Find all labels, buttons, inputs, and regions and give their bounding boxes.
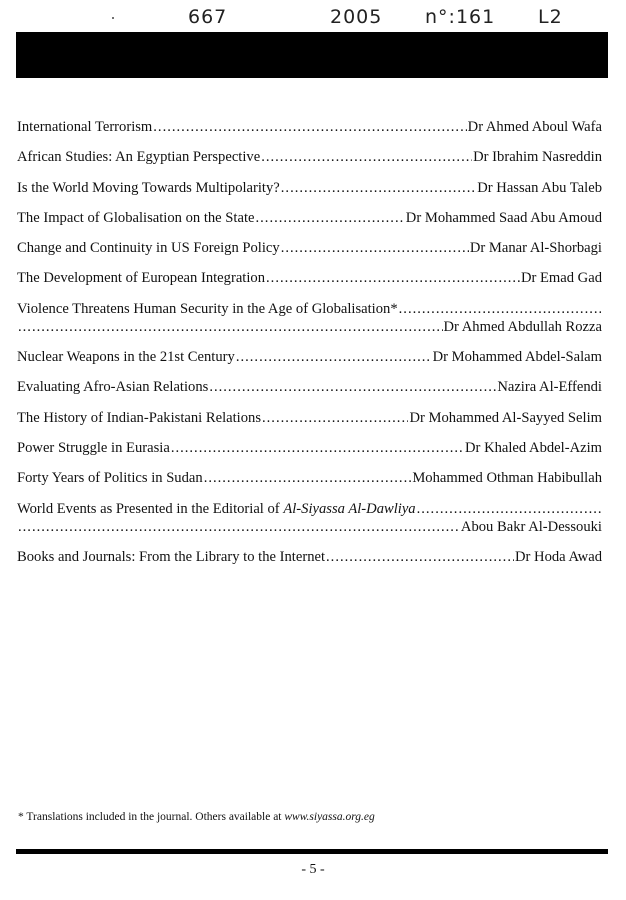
toc-entry bbox=[17, 500, 602, 536]
footnote-text: * Translations included in the journal. Others available at bbox=[18, 811, 285, 823]
entry-title: Books and Journals: From the Library to the Internet bbox=[17, 548, 326, 565]
dot-leader bbox=[18, 518, 460, 536]
bottom-rule bbox=[16, 849, 608, 854]
entry-author: Dr Hassan Abu Taleb bbox=[477, 179, 602, 196]
toc-entry bbox=[17, 179, 602, 197]
toc-entry bbox=[17, 348, 602, 366]
entry-title: Violence Threatens Human Security in the Age of Globalisation* bbox=[17, 300, 398, 317]
footnote-url: www.siyassa.org.eg bbox=[284, 811, 375, 823]
entry-title: The Impact of Globalisation on the State bbox=[17, 209, 255, 226]
entry-author: Dr Ahmed Aboul Wafa bbox=[467, 119, 602, 135]
entry-title-prefix: World Events as Presented in the Editorial of bbox=[17, 500, 284, 517]
entry-author: Dr Ibrahim Nasreddin bbox=[473, 149, 602, 166]
toc-entry bbox=[17, 548, 602, 566]
dot-leader bbox=[153, 118, 466, 136]
dot-leader bbox=[417, 500, 601, 518]
toc-entry bbox=[17, 439, 602, 457]
handwritten-year: 2005 bbox=[330, 6, 383, 28]
entry-title: International Terrorism bbox=[17, 119, 153, 135]
dot-leader bbox=[204, 469, 412, 487]
toc-entry bbox=[17, 300, 602, 336]
entry-title: The History of Indian-Pakistani Relations bbox=[17, 409, 261, 426]
toc-entry bbox=[17, 469, 602, 487]
entry-title: Nuclear Weapons in the 21st Century bbox=[17, 349, 235, 366]
entry-title: Is the World Moving Towards Multipolarity? bbox=[17, 179, 280, 196]
entry-title: The Development of European Integration bbox=[17, 270, 266, 287]
entry-title: Evaluating Afro-Asian Relations bbox=[17, 379, 209, 396]
entry-author: Dr Khaled Abdel-Azim bbox=[465, 439, 602, 456]
entry-title-italic: Al-Siyassa Al-Dawliya bbox=[283, 500, 416, 517]
dot-leader bbox=[281, 239, 469, 257]
entry-author: Dr Mohammed Saad Abu Amoud bbox=[405, 209, 602, 226]
dot-leader bbox=[209, 378, 496, 396]
header-bar bbox=[16, 32, 608, 78]
page-number: - 5 - bbox=[301, 862, 325, 877]
entry-title: Power Struggle in Eurasia bbox=[17, 439, 170, 456]
toc-entry bbox=[17, 239, 602, 257]
handwritten-number: 667 bbox=[188, 6, 228, 28]
handwritten-issue: n°:161 bbox=[425, 6, 496, 28]
entry-author: Dr Hoda Awad bbox=[514, 548, 602, 565]
dot-leader bbox=[262, 409, 408, 427]
table-of-contents bbox=[17, 118, 602, 578]
entry-author: Dr Ahmed Abdullah Rozza bbox=[443, 318, 602, 335]
dot-leader bbox=[281, 179, 476, 197]
toc-entry bbox=[17, 269, 602, 287]
toc-entry bbox=[17, 148, 602, 166]
entry-author: Nazira Al-Effendi bbox=[497, 379, 602, 396]
dot-leader bbox=[399, 300, 601, 318]
entry-title: Forty Years of Politics in Sudan bbox=[17, 470, 203, 487]
dot-leader bbox=[18, 318, 443, 336]
entry-author: Mohammed Othman Habibullah bbox=[412, 470, 602, 487]
scan-speck bbox=[112, 17, 114, 19]
entry-author: Abou Bakr Al-Dessouki bbox=[460, 518, 602, 535]
dot-leader bbox=[266, 269, 520, 287]
entry-author: Dr Emad Gad bbox=[520, 270, 602, 287]
entry-title: Change and Continuity in US Foreign Policy bbox=[17, 240, 280, 257]
entry-author: Dr Mohammed Abdel-Salam bbox=[432, 349, 602, 366]
dot-leader bbox=[171, 439, 464, 457]
entry-author: Dr Manar Al-Shorbagi bbox=[469, 240, 602, 257]
handwritten-code: L2 bbox=[538, 6, 563, 28]
footnote bbox=[18, 811, 375, 823]
entry-title bbox=[17, 500, 416, 518]
toc-entry bbox=[17, 378, 602, 396]
entry-author: Dr Mohammed Al-Sayyed Selim bbox=[409, 409, 602, 426]
dot-leader bbox=[326, 548, 514, 566]
toc-entry bbox=[17, 409, 602, 427]
dot-leader bbox=[256, 209, 405, 227]
toc-entry bbox=[17, 209, 602, 227]
dot-leader bbox=[236, 348, 432, 366]
toc-entry bbox=[17, 118, 602, 136]
entry-title: African Studies: An Egyptian Perspective bbox=[17, 149, 261, 166]
dot-leader bbox=[261, 148, 472, 166]
